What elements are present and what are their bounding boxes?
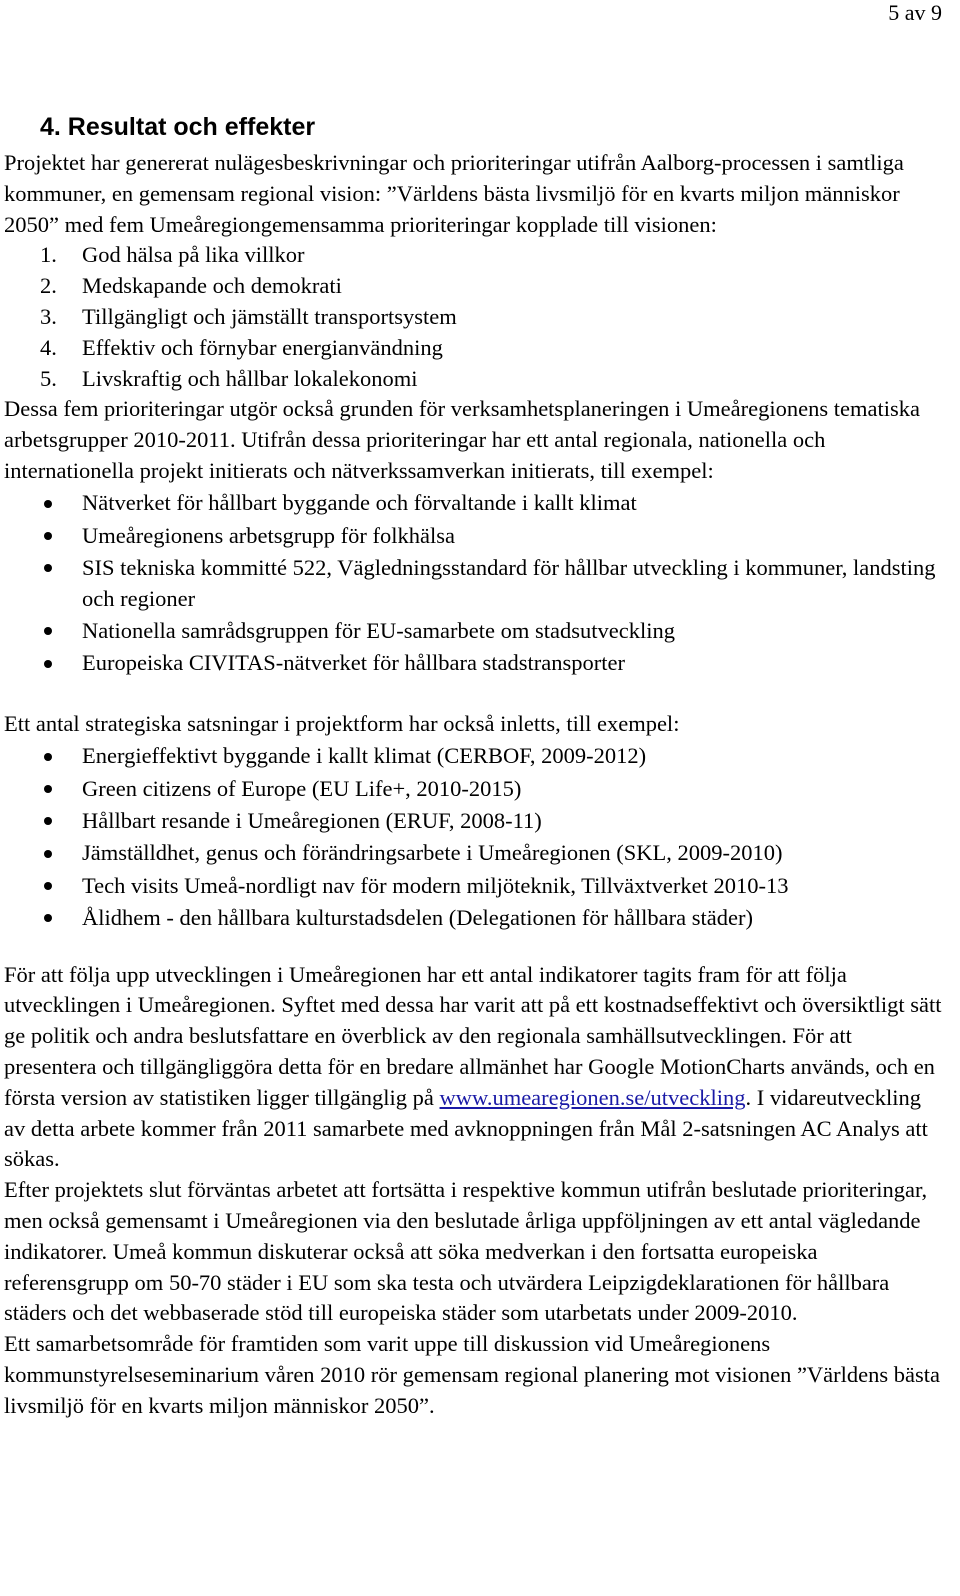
network-text: Nätverket för hållbart byggande och förvaltande i kallt klimat xyxy=(82,490,637,516)
priority-item xyxy=(4,302,944,333)
network-text: SIS tekniska kommitté 522, Vägledningsstandard för hållbar utveckling i kommuner, landsting och regioner xyxy=(82,554,936,611)
networks-list xyxy=(4,487,944,679)
project-item xyxy=(4,869,944,901)
project-item xyxy=(4,804,944,836)
priority-item xyxy=(4,333,944,364)
projects-paragraph: Ett antal strategiska satsningar i projektform har också inletts, till exempel: xyxy=(4,711,680,737)
priority-item xyxy=(4,240,944,271)
bullet-icon xyxy=(44,850,52,858)
priority-number: 4. xyxy=(40,334,57,360)
priority-item xyxy=(4,271,944,302)
network-item xyxy=(4,647,944,679)
bullet-icon xyxy=(44,564,52,572)
priority-text: Tillgängligt och jämställt transportsystem xyxy=(82,303,457,329)
priorities-list xyxy=(4,240,944,394)
bullet-icon xyxy=(44,785,52,793)
priority-text: Effektiv och förnybar energianvändning xyxy=(82,334,443,360)
bullet-icon xyxy=(44,882,52,890)
indicators-text-end: . I vidareutveckling av detta arbete kommer från 2011 samarbete med avknoppningen från Mål 2-satsningen AC Analys att sökas. xyxy=(4,1084,928,1172)
section-heading: 4. Resultat och effekter xyxy=(40,113,316,141)
networks-paragraph: Dessa fem prioriteringar utgör också grunden för verksamhetsplaneringen i Umeåregionens tematiska arbetsgrupper 2010-2011. Utifrån dessa prioriteringar har ett antal regionala, nationella och internationella projekt initierats och nätverkssamverkan initierats, till exempel: xyxy=(4,396,920,483)
after-project-paragraph: Efter projektets slut förväntas arbetet att fortsätta i respektive kommun utifrån beslutade prioriteringar, men också gemensamt i Umeåregionen via den beslutade årliga uppföljningen av ett antal vägledande indikatorer. Umeå kommun diskuterar också att söka medverkan i den fortsatta europeiska referensgrupp om 50-70 städer i EU som ska testa och utvärdera Leipzigdeklarationen för hållbara städers och det webbaserade stöd till europeiska städer som utarbetats under 2009-2010. xyxy=(4,1177,928,1326)
project-text: Jämställdhet, genus och förändringsarbete i Umeåregionen (SKL, 2009-2010) xyxy=(82,840,783,866)
priority-text: God hälsa på lika villkor xyxy=(82,242,305,268)
bullet-icon xyxy=(44,500,52,508)
priority-number: 5. xyxy=(40,365,57,391)
project-text: Hållbart resande i Umeåregionen (ERUF, 2008-11) xyxy=(82,807,542,833)
priority-number: 2. xyxy=(40,273,57,299)
project-item xyxy=(4,740,944,772)
intro-paragraph: Projektet har genererat nulägesbeskrivningar och prioriteringar utifrån Aalborg-processen i samtliga kommuner, en gemensam regional vision: ”Världens bästa livsmiljö för en kvarts miljon människor 2050” med fem Umeåregiongemensamma prioriteringar kopplade till visionen: xyxy=(4,150,904,237)
indicators-text-start: För att följa upp utvecklingen i Umeåregionen har ett antal indikatorer tagits fram för att följa utvecklingen i Umeåregionen. Syftet med dessa har varit att på ett kostnadseffektivt och översiktligt sätt ge politik och andra beslutsfattare en överblick av den regionala samhällsutvecklingen. För att presentera och tillgängliggöra detta för en bredare allmänhet har Google MotionCharts används, och en första version av statistiken ligger tillgänglig på xyxy=(4,961,942,1110)
bullet-icon xyxy=(44,817,52,825)
priority-number: 3. xyxy=(40,303,57,329)
network-text: Nationella samrådsgruppen för EU-samarbete om stadsutveckling xyxy=(82,617,675,643)
bullet-icon xyxy=(44,532,52,540)
bullet-icon xyxy=(44,753,52,761)
indicators-paragraph xyxy=(4,960,944,1176)
future-paragraph: Ett samarbetsområde för framtiden som varit uppe till diskussion vid Umeåregionens kommunstyrelseseminarium våren 2010 rör gemensam regional planering mot visionen ”Världens bästa livsmiljö för en kvarts miljon människor 2050”. xyxy=(4,1331,941,1418)
network-text: Europeiska CIVITAS-nätverket för hållbara stadstransporter xyxy=(82,650,626,676)
bullet-icon xyxy=(44,660,52,668)
project-text: Energieffektivt byggande i kallt klimat (CERBOF, 2009-2012) xyxy=(82,743,647,769)
project-text: Ålidhem - den hållbara kulturstadsdelen (Delegationen för hållbara städer) xyxy=(82,904,753,930)
project-item xyxy=(4,837,944,869)
document-body xyxy=(4,110,944,1422)
priority-item xyxy=(4,364,944,395)
project-text: Tech visits Umeå-nordligt nav för modern miljöteknik, Tillväxtverket 2010-13 xyxy=(82,872,789,898)
project-text: Green citizens of Europe (EU Life+, 2010-2015) xyxy=(82,775,522,801)
bullet-icon xyxy=(44,627,52,635)
project-item xyxy=(4,901,944,933)
priority-number: 1. xyxy=(40,242,57,268)
network-item xyxy=(4,614,944,646)
network-item xyxy=(4,519,944,551)
umearegionen-link[interactable]: www.umearegionen.se/utveckling xyxy=(439,1084,746,1110)
priority-text: Livskraftig och hållbar lokalekonomi xyxy=(82,365,418,391)
projects-list xyxy=(4,740,944,934)
page-number: 5 av 9 xyxy=(888,0,942,25)
network-item xyxy=(4,487,944,519)
priority-text: Medskapande och demokrati xyxy=(82,273,342,299)
spacer xyxy=(4,679,944,709)
project-item xyxy=(4,772,944,804)
network-text: Umeåregionens arbetsgrupp för folkhälsa xyxy=(82,522,455,548)
spacer xyxy=(4,934,944,960)
bullet-icon xyxy=(44,914,52,922)
network-item xyxy=(4,551,944,614)
